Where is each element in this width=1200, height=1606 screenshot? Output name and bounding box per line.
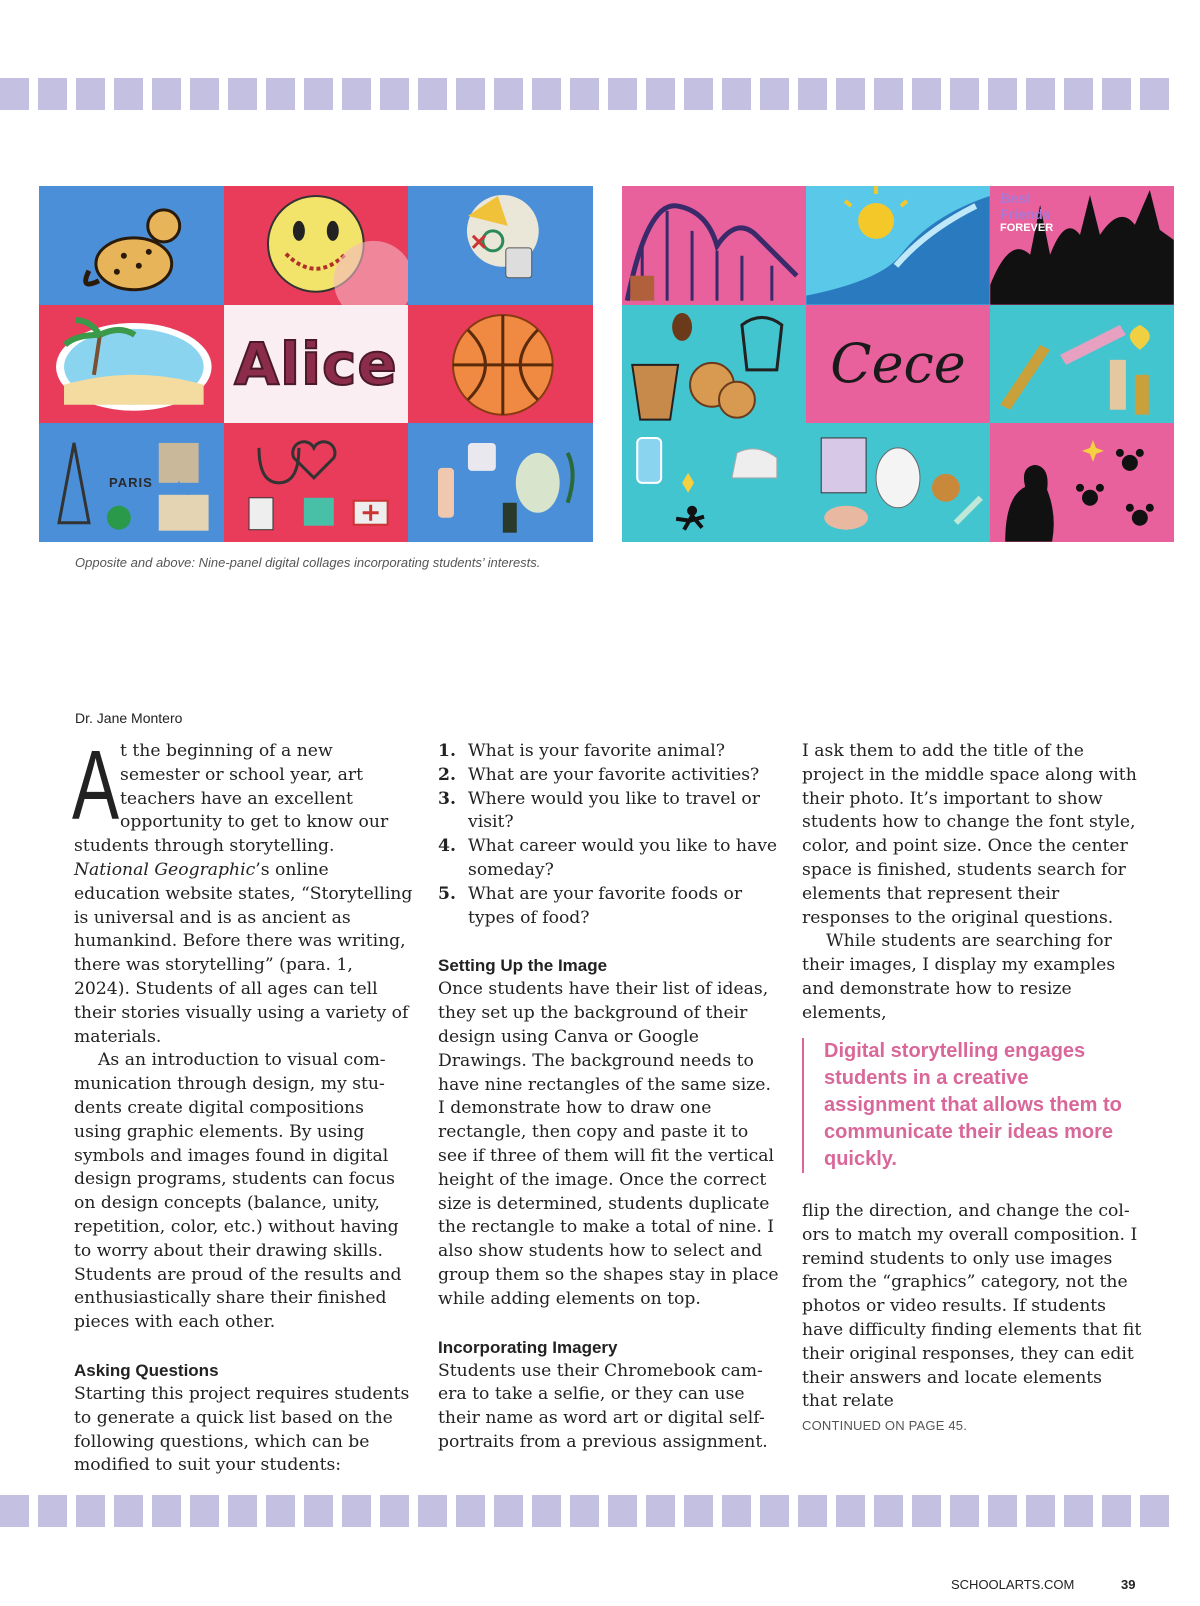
science-tools-icon <box>408 186 593 305</box>
paragraph-4: Once students have their list of ideas, they set up the background of their design using Canva or Google Drawings. The background needs to have nine rectangles of the same size. I demonstrate how to draw one rectangle, then copy and paste it to see if three of them will fit the vertical height of the image. Once the correct size is determined, students duplicate the rectangle to make a total of nine. I also show students how to select and group them so the shapes stay in place while adding elements on top. <box>438 979 779 1309</box>
beach-sun-panel <box>806 186 990 305</box>
makeup-icon <box>990 305 1174 424</box>
science-tools-panel <box>408 186 593 305</box>
article-column-1 <box>72 730 414 1478</box>
basketball-icon <box>408 305 593 424</box>
heading-setting-up-image: Setting Up the Image <box>438 956 608 976</box>
heading-incorporating-imagery: Incorporating Imagery <box>438 1337 618 1357</box>
list-text: What are your favorite foods or types of food? <box>468 883 743 928</box>
author-byline: Dr. Jane Montero <box>75 710 183 726</box>
name-panel <box>224 305 409 424</box>
list-text: Where would you like to travel or visit? <box>468 788 760 833</box>
rollercoaster-panel <box>622 186 806 305</box>
article-column-3-continued <box>802 1200 1142 1414</box>
rollercoaster-icon <box>622 186 806 305</box>
coffee-cookies-icon <box>622 305 806 424</box>
footer-site: SCHOOLARTS.COM <box>951 1577 1075 1592</box>
makeup-panel <box>990 305 1174 424</box>
cheetah-panel <box>39 186 224 305</box>
paragraph-5: Students use their Chromebook camera to take a selfie, or they can use their name as word art or digital self-portraits from a previous assignment. <box>438 1360 768 1452</box>
cheetah-icon <box>39 186 224 305</box>
runner-sneakers-icon <box>622 423 806 542</box>
dog-paws-panel <box>990 423 1174 542</box>
intro-paragraph <box>72 730 414 1049</box>
beach-panel <box>39 305 224 424</box>
dog-paw-prints-icon <box>990 423 1174 542</box>
bff-line1: Best <box>1000 190 1031 206</box>
list-number: 5. <box>438 883 456 904</box>
running-panel <box>622 423 806 542</box>
article-column-2 <box>438 740 780 1455</box>
paragraph-7: While students are searching for their images, I display my examples and demonstrate how to resize elements, <box>802 931 1116 1023</box>
paragraph-8: flip the direction, and change the colors to match my overall composition. I remind students to only use images from the “graphics” category, not the photos or video results. If students have difficulty finding elements that fit their original responses, they can edit their answers and locate elements that relate <box>802 1201 1142 1412</box>
publication-title: National Geographic <box>74 859 256 880</box>
list-item <box>438 835 780 883</box>
page-number: 39 <box>1121 1577 1136 1592</box>
best-friends-caption <box>1000 190 1053 234</box>
beach-icon <box>39 305 224 424</box>
smiley-baseball-panel <box>224 186 409 305</box>
list-text: What career would you like to have someday? <box>468 836 778 880</box>
list-number: 4. <box>438 836 456 857</box>
list-text: What are your favorite activities? <box>468 764 760 785</box>
figure-caption: Opposite and above: Nine-panel digital collages incorporating students’ interests. <box>75 555 541 570</box>
collage-cece <box>622 186 1174 542</box>
intro-text-b: ’s online education website states, “Storytelling is universal and is as ancient as humankind. Before there was writing, there was storytelling” (para. 1, 2024). Students of all ages can tell their stories visually using a variety of materials. <box>74 859 413 1047</box>
pull-quote: Digital storytelling engages students in a creative assignment that allows them to communicate their ideas more quickly. <box>802 1038 1132 1173</box>
paris-label: PARIS <box>109 475 153 491</box>
bff-line3: FOREVER <box>1000 222 1054 234</box>
smiley-baseball-icon <box>224 186 409 305</box>
heading-asking-questions: Asking Questions <box>74 1360 219 1380</box>
bff-line2: Friends <box>1000 206 1051 222</box>
collage-name-text-cece: Cece <box>830 332 966 396</box>
list-number: 3. <box>438 788 456 809</box>
skincare-icon <box>408 423 593 542</box>
cafe-panel <box>622 305 806 424</box>
medical-tools-icon <box>224 423 409 542</box>
paragraph-6: I ask them to add the title of the project in the middle space along with their photo. It’s important to show students how to change the font style, color, and point size. Once the center space is finished, students search for elements that represent their responses to the original questions. <box>802 741 1137 928</box>
paragraph-2: As an introduction to visual communication through design, my students create digital compositions using graphic elements. By using symbols and images found in digital design programs, students can focus on design concepts (balance, unity, repetition, color, etc.) without having to worry about their drawing skills. Students are proud of the results and enthusiastically share their finished pieces with each other. <box>74 1050 402 1333</box>
face-mask-icon <box>806 423 990 542</box>
list-item <box>438 883 780 931</box>
list-item <box>438 764 780 788</box>
article-column-3 <box>802 740 1142 1026</box>
list-item <box>438 740 780 764</box>
question-list <box>438 740 780 930</box>
skincare-panel <box>408 423 593 542</box>
paris-panel <box>39 423 224 542</box>
best-friends-panel <box>990 186 1174 305</box>
continued-notice: CONTINUED ON PAGE 45. <box>802 1418 968 1433</box>
intro-text-a: t the beginning of a new semester or school year, art teachers have an excellent opportunity to get to know our students through storytelling. <box>74 741 389 857</box>
top-decorative-band <box>0 78 1200 110</box>
basketball-panel <box>408 305 593 424</box>
list-number: 2. <box>438 764 456 785</box>
list-number: 1. <box>438 741 456 761</box>
face-mask-panel <box>806 423 990 542</box>
signature-panel <box>806 305 990 424</box>
collage-alice <box>39 186 593 542</box>
list-text: What is your favorite animal? <box>468 741 725 761</box>
collage-name-text: Alice <box>234 329 398 398</box>
paragraph-3: Starting this project requires students to generate a quick list based on the following questions, which can be modified to suit your students: <box>74 1383 410 1476</box>
list-item <box>438 788 780 836</box>
sun-water-icon <box>806 186 990 305</box>
drop-cap: A <box>72 730 120 840</box>
bottom-decorative-band <box>0 1495 1200 1527</box>
medical-panel <box>224 423 409 542</box>
